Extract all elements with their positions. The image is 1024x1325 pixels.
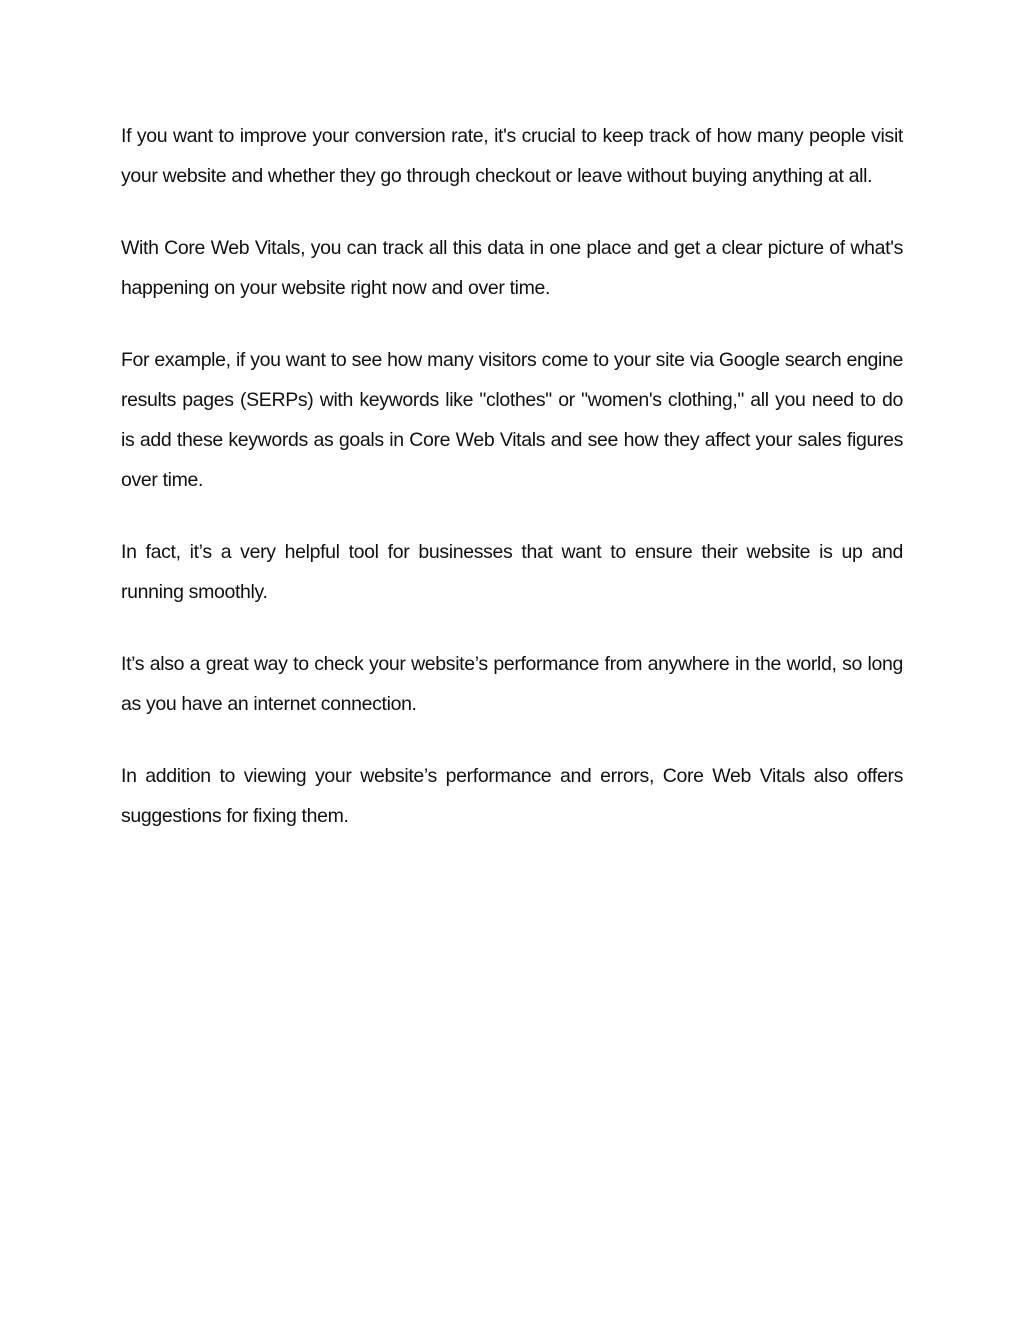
document-body [121, 116, 903, 868]
paragraph-conversion-rate: If you want to improve your conversion rate, it's crucial to keep track of how many people visit your website and whether they go through checkout or leave without buying anything at all. [121, 125, 903, 187]
paragraph-keyword-example: For example, if you want to see how many visitors come to your site via Google search engine results pages (SERPs) with keywords like "clothes" or "women's clothing," all you need to do is add these keywords as goals in Core Web Vitals and see how they affect your sales figures over time. [121, 349, 903, 491]
paragraph-suggestions: In addition to viewing your website’s performance and errors, Core Web Vitals also offers suggestions for fixing them. [121, 765, 903, 827]
paragraph-check-anywhere: It’s also a great way to check your website’s performance from anywhere in the world, so long as you have an internet connection. [121, 653, 903, 715]
paragraph-core-web-vitals-tracking: With Core Web Vitals, you can track all this data in one place and get a clear picture of what's happening on your website right now and over time. [121, 237, 903, 299]
paragraph-helpful-tool: In fact, it’s a very helpful tool for businesses that want to ensure their website is up and running smoothly. [121, 541, 903, 603]
